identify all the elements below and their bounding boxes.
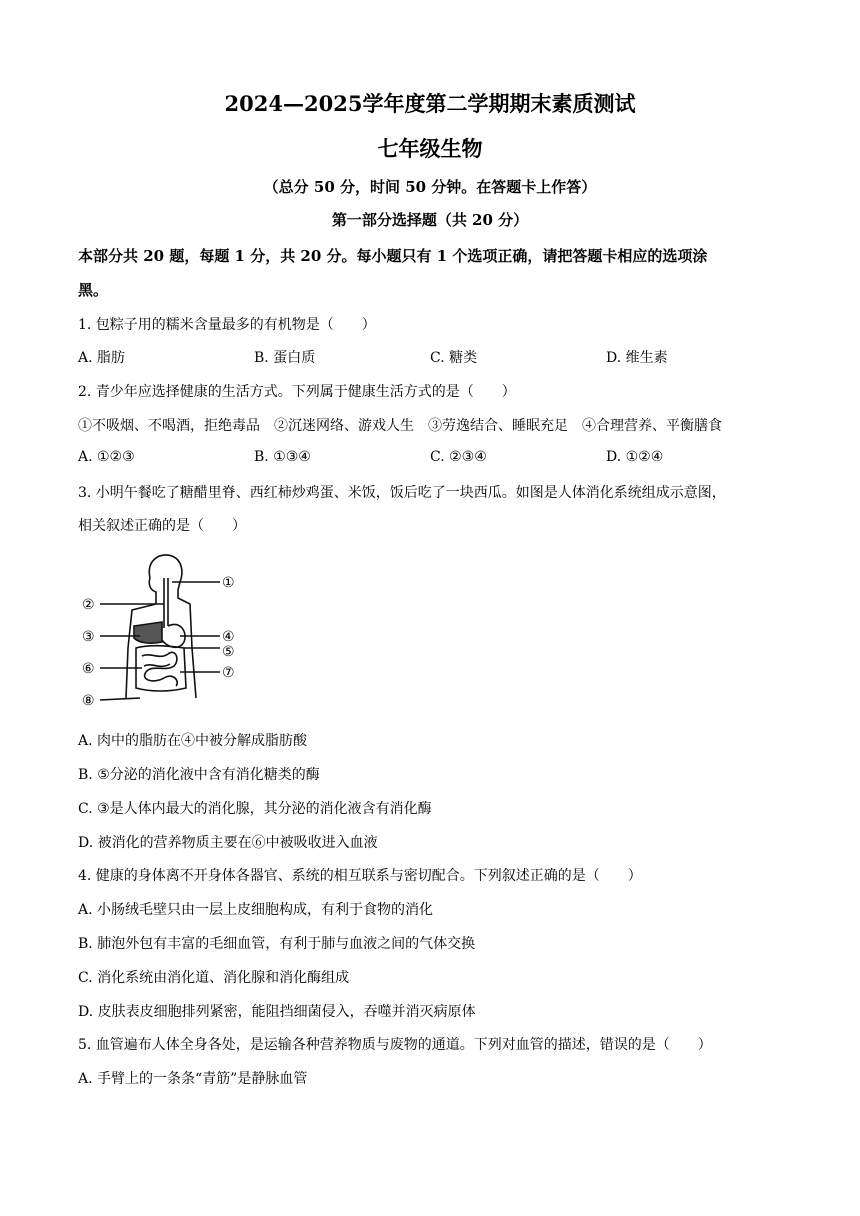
q3-option-b: B. ⑤分泌的消化液中含有消化糖类的酶 <box>78 767 320 783</box>
instructions-line-2: 黑。 <box>78 281 109 299</box>
instructions-line-1: 本部分共 20 题，每题 1 分，共 20 分。每小题只有 1 个选项正确，请把答题卡相应的选项涂 <box>78 247 708 265</box>
q1-option-c: C. 糖类 <box>430 350 478 366</box>
q5-stem: 5. 血管遍布人体全身各处，是运输各种营养物质与废物的通道。下列对血管的描述，错误的是（ ） <box>78 1037 712 1053</box>
q3-option-a: A. 肉中的脂肪在④中被分解成脂肪酸 <box>78 733 308 749</box>
q4-option-c: C. 消化系统由消化道、消化腺和消化酶组成 <box>78 970 350 986</box>
q1-option-d: D. 维生素 <box>606 350 668 366</box>
label-8: ⑧ <box>82 693 95 709</box>
q4-option-d: D. 皮肤表皮细胞排列紧密，能阻挡细菌侵入，吞噬并消灭病原体 <box>78 1004 476 1020</box>
q3-option-d: D. 被消化的营养物质主要在⑥中被吸收进入血液 <box>78 835 378 851</box>
q2-stem: 2. 青少年应选择健康的生活方式。下列属于健康生活方式的是（ ） <box>78 384 516 400</box>
exam-title: 2024—2025学年度第二学期期末素质测试 <box>224 91 636 116</box>
label-1: ① <box>222 575 235 591</box>
q4-option-a: A. 小肠绒毛壁只由一层上皮细胞构成，有利于食物的消化 <box>78 902 434 918</box>
label-6: ⑥ <box>82 661 95 677</box>
q1-stem: 1. 包粽子用的糯米含量最多的有机物是（ ） <box>78 317 376 333</box>
label-2: ② <box>82 597 95 613</box>
q2-option-d: D. ①②④ <box>606 449 664 465</box>
label-7: ⑦ <box>222 665 235 681</box>
q3-stem-line-2: 相关叙述正确的是（ ） <box>78 518 246 534</box>
label-5: ⑤ <box>222 644 235 660</box>
q4-stem: 4. 健康的身体离不开身体各器官、系统的相互联系与密切配合。下列叙述正确的是（ ） <box>78 868 642 884</box>
q2-option-a: A. ①②③ <box>78 449 135 465</box>
q4-option-b: B. 肺泡外包有丰富的毛细血管，有利于肺与血液之间的气体交换 <box>78 936 476 952</box>
label-3: ③ <box>82 629 95 645</box>
digestive-system-diagram <box>80 548 240 714</box>
q1-option-b: B. 蛋白质 <box>254 350 316 366</box>
q2-option-c: C. ②③④ <box>430 449 487 465</box>
q2-items: ①不吸烟、不喝酒，拒绝毒品 ②沉迷网络、游戏人生 ③劳逸结合、睡眠充足 ④合理营养、平衡膳食 <box>78 418 722 434</box>
q3-option-c: C. ③是人体内最大的消化腺，其分泌的消化液含有消化酶 <box>78 801 432 817</box>
q2-option-b: B. ①③④ <box>254 449 311 465</box>
q1-option-a: A. 脂肪 <box>78 350 126 366</box>
label-4: ④ <box>222 629 235 645</box>
q3-stem-line-1: 3. 小明午餐吃了糖醋里脊、西红柿炒鸡蛋、米饭，饭后吃了一块西瓜。如图是人体消化系统组成示意图， <box>78 485 726 501</box>
q5-option-a: A. 手臂上的一条条“青筋”是静脉血管 <box>78 1071 308 1087</box>
section-title: 第一部分选择题（共 20 分） <box>331 211 529 229</box>
subject-title: 七年级生物 <box>377 136 483 161</box>
exam-note: （总分 50 分，时间 50 分钟。在答题卡上作答） <box>263 178 597 196</box>
